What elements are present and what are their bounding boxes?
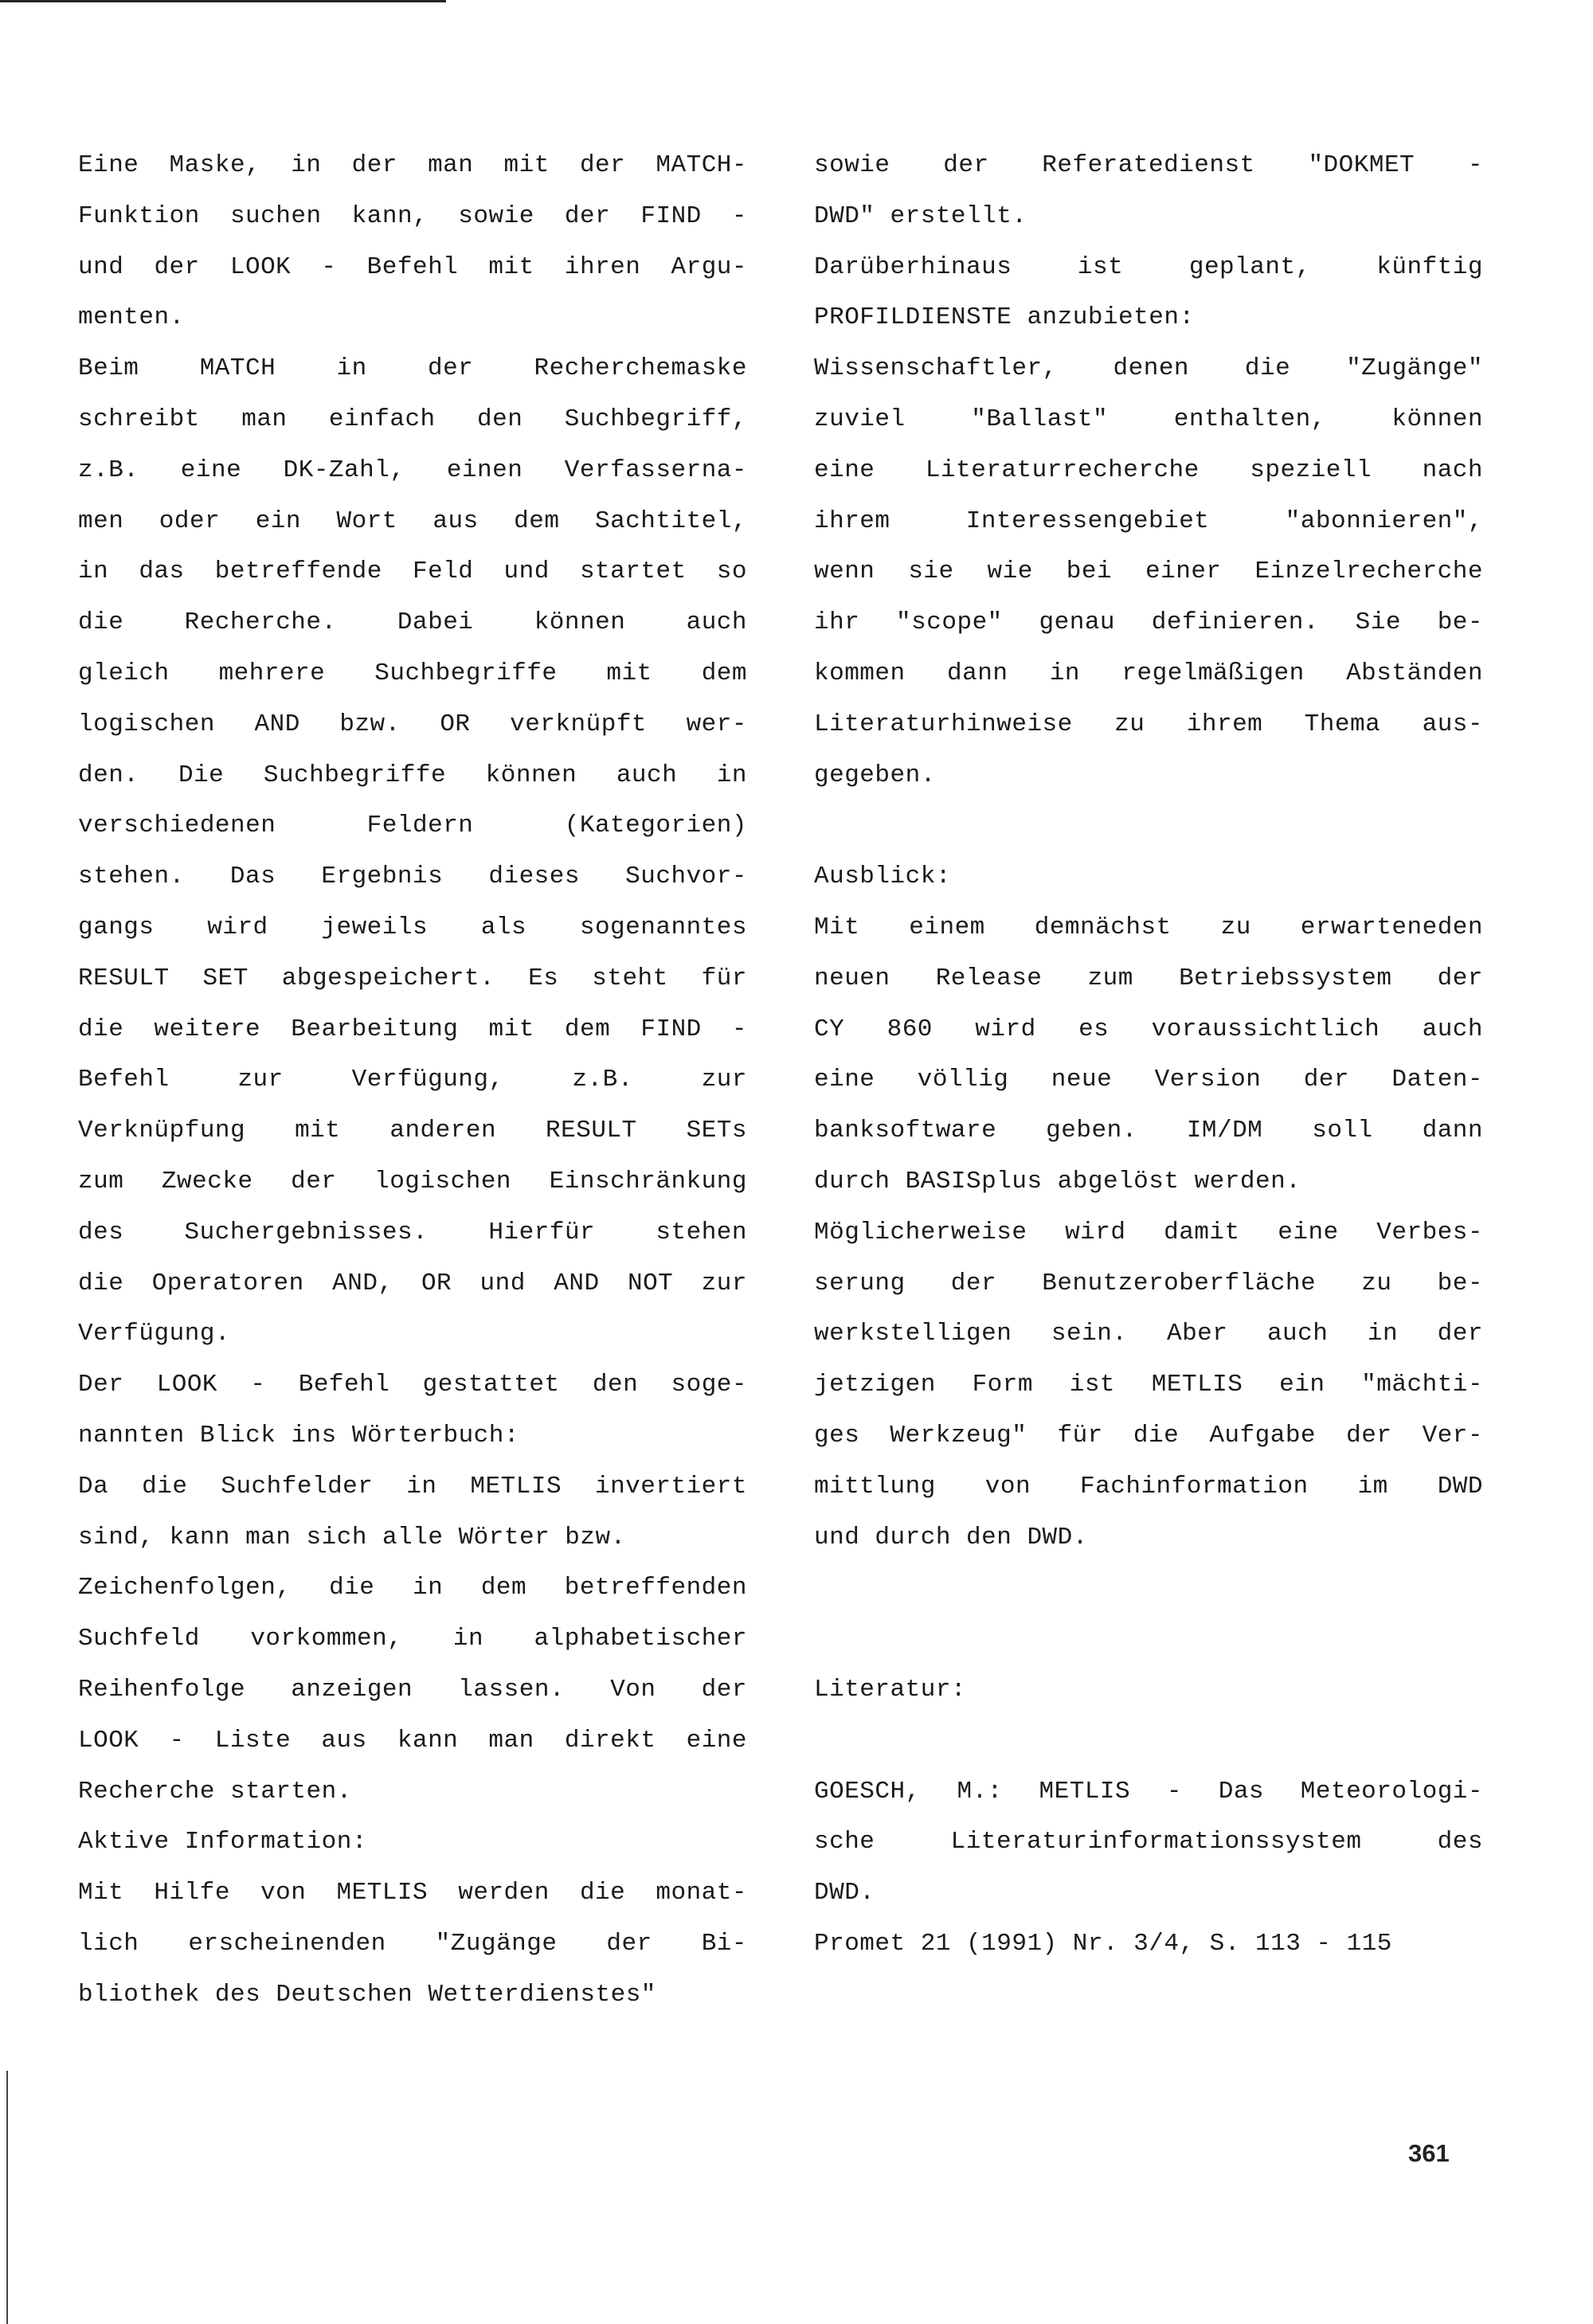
text-line: menten.: [78, 303, 185, 332]
text-line: nannten Blick ins Wörterbuch:: [78, 1421, 519, 1450]
blank-line: [814, 1614, 1483, 1665]
text-line: CY 860 wird es voraussichtlich auch: [814, 1015, 1483, 1043]
text-line: banksoftware geben. IM/DM soll dann: [814, 1117, 1483, 1145]
text-line: Ausblick:: [814, 863, 951, 891]
text-line: gangs wird jeweils als sogenanntes: [78, 913, 747, 941]
top-rule: [0, 0, 446, 2]
text-line: RESULT SET abgespeichert. Es steht für: [78, 964, 747, 992]
text-line: Mit einem demnächst zu erwarteneden: [814, 913, 1483, 941]
right-text-column: [814, 140, 1483, 1970]
text-line: und der LOOK - Befehl mit ihren Argu-: [78, 252, 747, 281]
text-line: schreibt man einfach den Suchbegriff,: [78, 405, 747, 433]
text-line: gegeben.: [814, 761, 936, 789]
text-line: Der LOOK - Befehl gestattet den soge-: [78, 1371, 747, 1399]
text-line: Recherche starten.: [78, 1777, 352, 1806]
text-line: Suchfeld vorkommen, in alphabetischer: [78, 1625, 747, 1653]
text-line: Beim MATCH in der Recherchemaske: [78, 354, 747, 383]
text-line: die Operatoren AND, OR und AND NOT zur: [78, 1269, 747, 1297]
text-line: ihr "scope" genau definieren. Sie be-: [814, 608, 1483, 637]
text-line: zum Zwecke der logischen Einschränkung: [78, 1167, 747, 1195]
text-line: logischen AND bzw. OR verknüpft wer-: [78, 710, 747, 738]
text-line: den. Die Suchbegriffe können auch in: [78, 761, 747, 789]
text-line: des Suchergebnisses. Hierfür stehen: [78, 1218, 747, 1246]
text-line: DWD" erstellt.: [814, 201, 1027, 230]
text-line: DWD.: [814, 1879, 875, 1907]
blank-line: [814, 800, 1483, 851]
text-line: LOOK - Liste aus kann man direkt eine: [78, 1726, 747, 1755]
text-line: die Recherche. Dabei können auch: [78, 608, 747, 637]
text-line: neuen Release zum Betriebssystem der: [814, 964, 1483, 992]
text-line: eine völlig neue Version der Daten-: [814, 1066, 1483, 1094]
text-line: gleich mehrere Suchbegriffe mit dem: [78, 659, 747, 687]
text-line: men oder ein Wort aus dem Sachtitel,: [78, 507, 747, 535]
text-line: Wissenschaftler, denen die "Zugänge": [814, 354, 1483, 383]
text-line: Eine Maske, in der man mit der MATCH-: [78, 151, 747, 179]
text-line: kommen dann in regelmäßigen Abständen: [814, 659, 1483, 687]
text-line: zuviel "Ballast" enthalten, können: [814, 405, 1483, 433]
text-line: verschiedenen Feldern (Kategorien): [78, 812, 747, 840]
text-line: z.B. eine DK-Zahl, einen Verfasserna-: [78, 456, 747, 484]
text-line: jetzigen Form ist METLIS ein "mächti-: [814, 1371, 1483, 1399]
text-line: durch BASISplus abgelöst werden.: [814, 1167, 1301, 1195]
text-line: ges Werkzeug" für die Aufgabe der Ver-: [814, 1421, 1483, 1450]
text-line: lich erscheinenden "Zugänge der Bi-: [78, 1929, 747, 1958]
text-line: Zeichenfolgen, die in dem betreffenden: [78, 1574, 747, 1602]
text-line: Mit Hilfe von METLIS werden die monat-: [78, 1879, 747, 1907]
text-line: und durch den DWD.: [814, 1523, 1088, 1551]
text-line: eine Literaturrecherche speziell nach: [814, 456, 1483, 484]
text-line: sind, kann man sich alle Wörter bzw.: [78, 1523, 626, 1551]
text-line: bliothek des Deutschen Wetterdienstes": [78, 1980, 656, 2009]
text-line: ihrem Interessengebiet "abonnieren",: [814, 507, 1483, 535]
text-line: Verknüpfung mit anderen RESULT SETs: [78, 1117, 747, 1145]
text-line: werkstelligen sein. Aber auch in der: [814, 1320, 1483, 1348]
text-line: die weitere Bearbeitung mit dem FIND -: [78, 1015, 747, 1043]
margin-rule: [6, 2071, 8, 2324]
text-line: sche Literaturinformationssystem des: [814, 1828, 1483, 1856]
text-line: Aktive Information:: [78, 1828, 367, 1856]
text-line: PROFILDIENSTE anzubieten:: [814, 303, 1195, 332]
text-line: Darüberhinaus ist geplant, künftig: [814, 252, 1483, 281]
text-line: mittlung von Fachinformation im DWD: [814, 1472, 1483, 1500]
text-line: in das betreffende Feld und startet so: [78, 558, 747, 586]
text-line: Verfügung.: [78, 1320, 231, 1348]
left-text-column: [78, 140, 747, 2020]
text-line: Da die Suchfelder in METLIS invertiert: [78, 1472, 747, 1500]
text-line: sowie der Referatedienst "DOKMET -: [814, 151, 1483, 179]
text-line: Reihenfolge anzeigen lassen. Von der: [78, 1675, 747, 1704]
text-line: GOESCH, M.: METLIS - Das Meteorologi-: [814, 1777, 1483, 1806]
text-line: serung der Benutzeroberfläche zu be-: [814, 1269, 1483, 1297]
text-line: Funktion suchen kann, sowie der FIND -: [78, 201, 747, 230]
text-line: Promet 21 (1991) Nr. 3/4, S. 113 - 115: [814, 1929, 1392, 1958]
text-line: wenn sie wie bei einer Einzelrecherche: [814, 558, 1483, 586]
text-line: Möglicherweise wird damit eine Verbes-: [814, 1218, 1483, 1246]
text-line: Befehl zur Verfügung, z.B. zur: [78, 1066, 747, 1094]
blank-line: [814, 1563, 1483, 1614]
blank-line: [814, 1716, 1483, 1766]
page-number: 361: [1408, 2139, 1450, 2167]
text-line: Literaturhinweise zu ihrem Thema aus-: [814, 710, 1483, 738]
text-line: Literatur:: [814, 1675, 967, 1704]
text-line: stehen. Das Ergebnis dieses Suchvor-: [78, 863, 747, 891]
